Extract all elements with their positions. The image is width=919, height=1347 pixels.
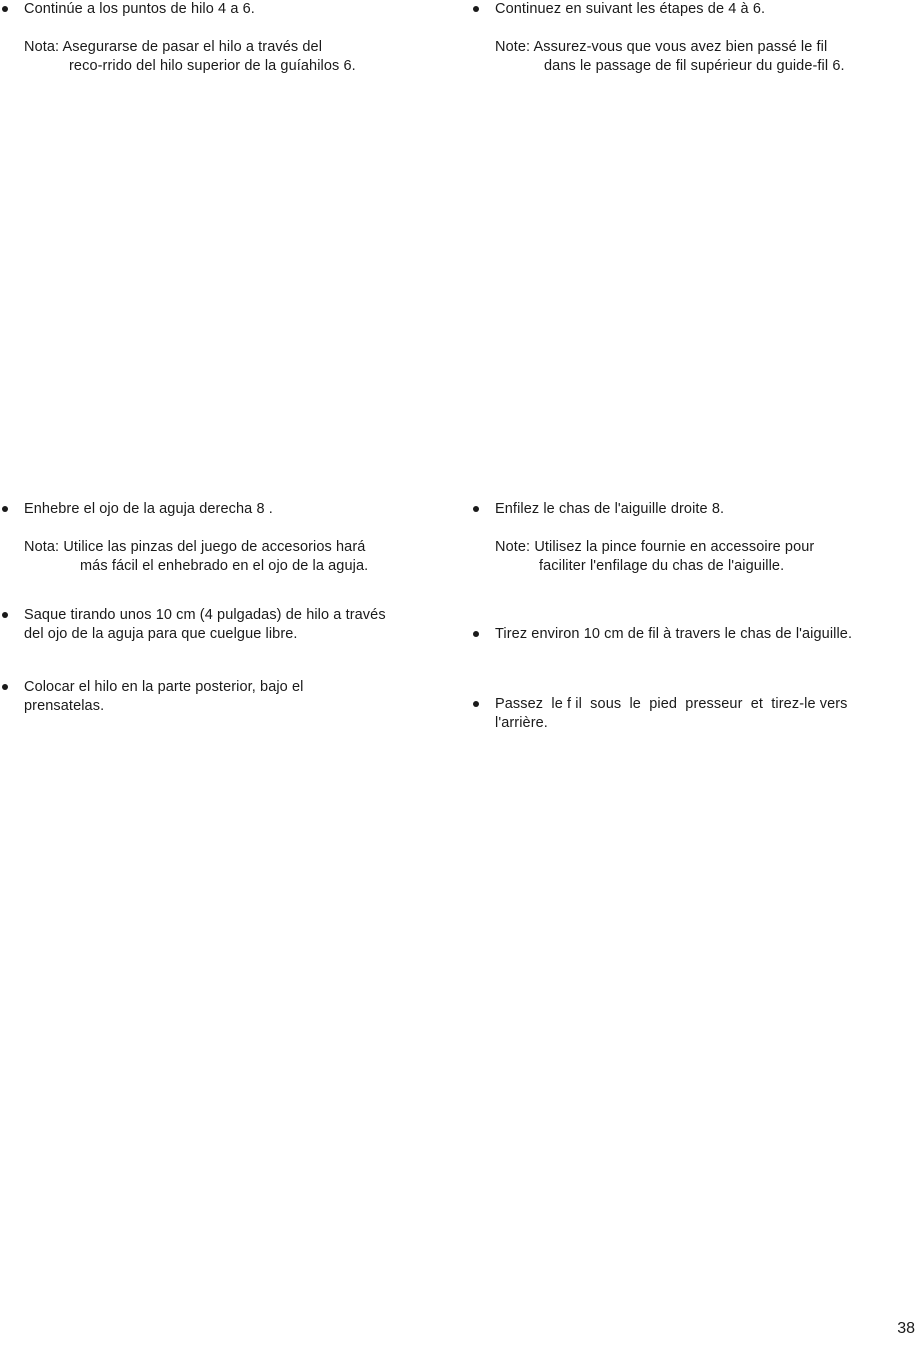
es-note-tweezers — [0, 538, 450, 576]
fr-step-needle-line — [471, 500, 916, 519]
bullet-icon — [473, 631, 479, 637]
bullet-icon — [2, 684, 8, 690]
fr-note-line2: faciliter l'enfilage du chas de l'aiguille. — [539, 558, 785, 574]
es-note-thread-guide — [0, 38, 450, 76]
fr-note-line1: Assurez-vous que vous avez bien passé le fil — [533, 39, 828, 55]
es-step-pull-thread-line — [0, 606, 450, 644]
fr-step-needle-text: Enfilez le chas de l'aiguille droite 8. — [495, 501, 725, 517]
fr-step-needle — [471, 500, 916, 576]
bullet-icon — [2, 612, 8, 618]
es-step-behind-foot-line1: Colocar el hilo en la parte posterior, bajo el — [24, 679, 304, 695]
bullet-icon — [473, 6, 479, 12]
es-note-label: Nota: — [24, 539, 60, 555]
es-step-continue-text: Continúe a los puntos de hilo 4 a 6. — [24, 1, 255, 17]
es-note-label: Nota: — [24, 39, 60, 55]
es-note-line1: Utilice las pinzas del juego de accesorios hará — [63, 539, 366, 555]
page-number: 38 — [897, 1320, 915, 1337]
fr-step-behind-foot — [471, 695, 916, 733]
bullet-icon — [2, 6, 8, 12]
es-note-line1: Asegurarse de pasar el hilo a través del — [62, 39, 323, 55]
fr-step-behind-foot-line1: Passez le f il sous le pied presseur et tirez-le vers — [495, 696, 848, 712]
es-step-pull-thread — [0, 606, 450, 644]
es-note-line2: reco-rrido del hilo superior de la guíahilos 6. — [69, 58, 356, 74]
fr-step-pull-thread — [471, 625, 919, 644]
fr-note-line2: dans le passage de fil supérieur du guide-fil 6. — [544, 58, 845, 74]
fr-step-continue-line — [471, 0, 916, 19]
fr-note-thread-guide — [471, 38, 916, 76]
fr-step-continue — [471, 0, 916, 76]
fr-note-line1: Utilisez la pince fournie en accessoire pour — [534, 539, 815, 555]
es-step-behind-foot-line2: prensatelas. — [24, 698, 105, 714]
bullet-icon — [2, 506, 8, 512]
fr-note-label: Note: — [495, 539, 531, 555]
fr-note-label: Note: — [495, 39, 531, 55]
fr-step-behind-foot-line — [471, 695, 916, 733]
es-step-pull-thread-line2: del ojo de la aguja para que cuelgue libre. — [24, 626, 298, 642]
es-step-needle — [0, 500, 450, 576]
fr-note-pliers — [471, 538, 916, 576]
es-step-continue — [0, 0, 450, 76]
es-note-line2: más fácil el enhebrado en el ojo de la aguja. — [80, 558, 369, 574]
es-step-behind-foot — [0, 678, 450, 716]
fr-step-continue-text: Continuez en suivant les étapes de 4 à 6. — [495, 1, 766, 17]
bullet-icon — [473, 701, 479, 707]
es-step-needle-line — [0, 500, 450, 519]
fr-step-pull-thread-line1: Tirez environ 10 cm de fil à travers le chas de l'aiguille. — [495, 626, 853, 642]
es-step-needle-text: Enhebre el ojo de la aguja derecha 8 . — [24, 501, 273, 517]
fr-step-behind-foot-line2: l'arrière. — [495, 715, 548, 731]
es-step-pull-thread-line1: Saque tirando unos 10 cm (4 pulgadas) de hilo a través — [24, 607, 386, 623]
fr-step-pull-thread-line — [471, 625, 919, 644]
es-step-behind-foot-line — [0, 678, 450, 716]
bullet-icon — [473, 506, 479, 512]
es-step-continue-line — [0, 0, 450, 19]
